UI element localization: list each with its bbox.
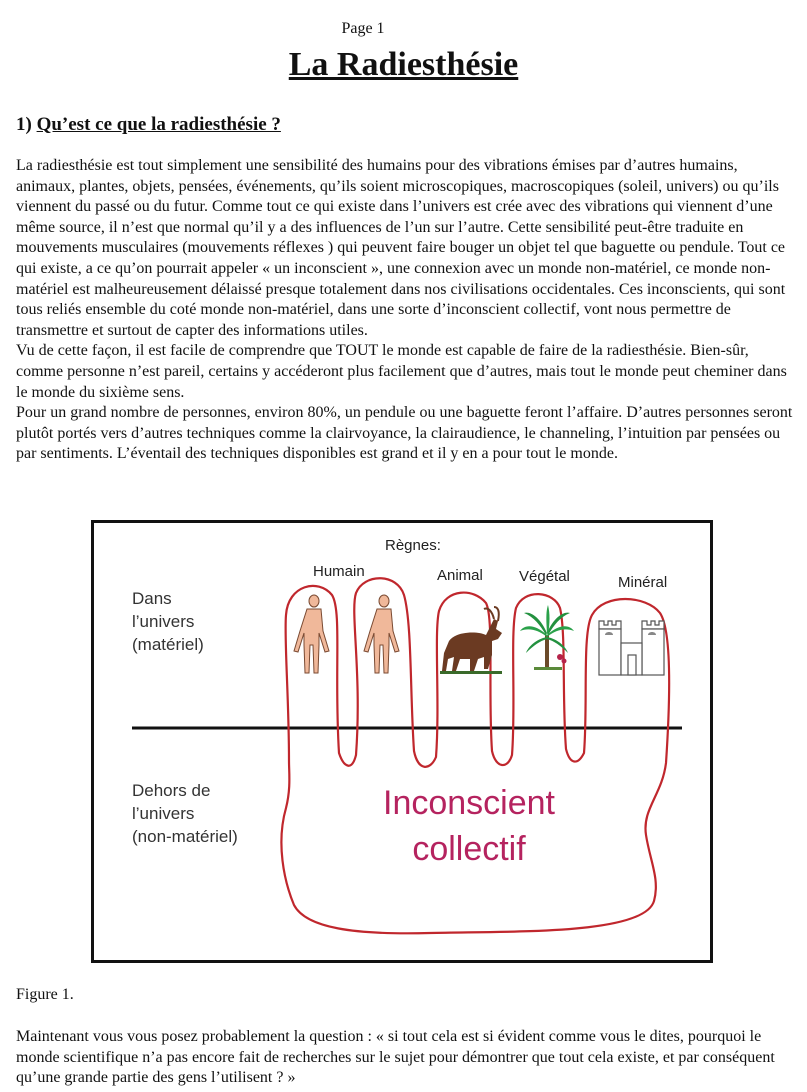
palm-tree-icon xyxy=(520,605,574,670)
dans-line-1: Dans xyxy=(132,589,172,608)
section-title: Qu’est ce que la radiesthésie ? xyxy=(36,114,281,135)
dehors-line-1: Dehors de xyxy=(132,781,211,800)
section-heading xyxy=(16,114,281,136)
page-number: Page 1 xyxy=(341,20,385,37)
document-title: La Radiesthésie xyxy=(288,46,519,83)
human-figure-1 xyxy=(294,595,329,673)
humain-label: Humain xyxy=(313,563,365,580)
inconscient-diagram xyxy=(94,523,710,960)
human-figure-2 xyxy=(364,595,399,673)
figure-1 xyxy=(91,520,713,963)
dehors-line-3: (non-matériel) xyxy=(132,827,238,846)
castle-icon xyxy=(599,621,664,675)
animal-label: Animal xyxy=(437,567,483,584)
inconscient-line-2: collectif xyxy=(412,830,526,868)
body-text xyxy=(16,156,796,465)
section-number: 1) xyxy=(16,114,32,135)
figure-caption: Figure 1. xyxy=(16,986,74,1003)
inconscient-line-1: Inconscient xyxy=(383,784,555,822)
paragraph-3: Pour un grand nombre de personnes, environ 80%, un pendule ou une baguette feront l’affaire. D’autres personnes seront plutôt portés vers d’autres techniques comme la clairvoyance, la clairaudience, le channeling, l’intuition par pensées ou par sentiments. L’éventail des techniques disponibles est grand et il y en a pour tout le monde. xyxy=(16,404,793,463)
dans-line-2: l’univers xyxy=(132,612,195,631)
mineral-label: Minéral xyxy=(618,574,668,591)
goat-icon xyxy=(440,607,502,674)
regnes-label: Règnes: xyxy=(385,537,441,554)
dehors-line-2: l’univers xyxy=(132,804,195,823)
paragraph-2: Vu de cette façon, il est facile de comprendre que TOUT le monde est capable de faire de la radiesthésie. Bien-sûr, comme personne n’est pareil, certains y accéderont plus facilement que d’autres, mais tout le monde peut cheminer dans le monde du sixième sens. xyxy=(16,342,787,401)
vegetal-label: Végétal xyxy=(519,568,570,585)
final-paragraph: Maintenant vous vous posez probablement la question : « si tout cela est si évident comme vous le dites, pourquoi le monde scientifique n’a pas encore fait de recherches sur le sujet pour démontrer que tout cela existe, et par conséquent qu’une grande partie des gens l’utilisent ? » xyxy=(16,1028,775,1087)
paragraph-1: La radiesthésie est tout simplement une sensibilité des humains pour des vibrations émises par d’autres humains, animaux, plantes, objets, pensées, événements, qu’ils soient microscopiques, macroscopiques (soleil, univers) ou qu’ils viennent du passé ou du futur. Comme tout ce qui existe dans l’univers est crée avec des vibrations qui viennent d’une même source, il n’est que normal qu’il y a des influences de l’un sur l’autre. Cette sensibilité peut-être traduite en mouvements musculaires (mouvements réflexes ) qui peuvent faire bouger un objet tel que baguette ou pendule. Tout ce qui existe, a ce qu’on pourrait appeler « un inconscient », une connexion avec un monde non-matériel, ce monde non-matériel est malheureusement délaissé presque totalement dans nos civilisations occidentales. Ces inconscients, qui sont tous reliés ensemble du coté monde non-matériel, dans une sorte d’inconscient collectif, vont nous permettre de transmettre et surtout de capter des informations utiles. xyxy=(16,157,786,339)
final-paragraph-block xyxy=(16,1027,796,1089)
dans-line-3: (matériel) xyxy=(132,635,204,654)
